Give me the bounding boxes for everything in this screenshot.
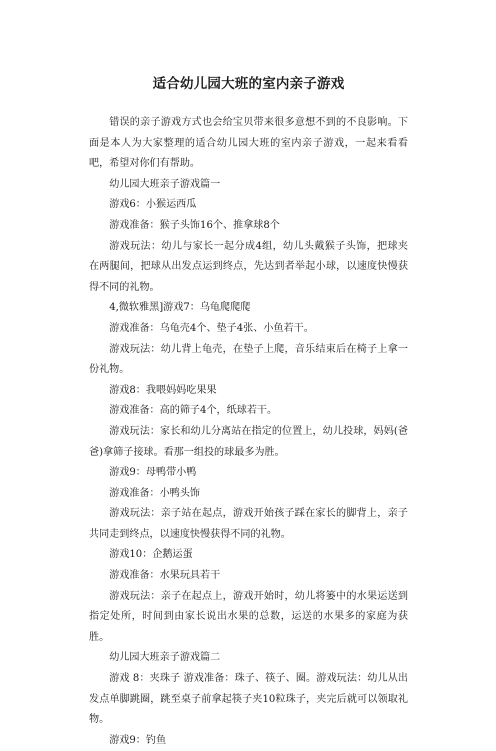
game-preparation: 游戏准备：猴子头饰16个、推拿球8个 [109, 219, 280, 231]
paragraph: 错误的亲子游戏方式也会给宝贝带来很多意想不到的不良影响。下面是本人为大家整理的适合幼儿园大班的室内亲子游戏，一起来看看吧，希望对你们有帮助。 [89, 117, 408, 170]
game-preparation: 游戏准备：小鸭头饰 [109, 487, 201, 499]
game-rules: 游戏玩法：幼儿与家长一起分成4组，幼儿头戴猴子头饰，把球夹在两腿间，把球从出发点运到终点，先达到者举起小球，以速度快慢获得不同的礼物。 [89, 240, 408, 293]
section-heading: 幼儿园大班亲子游戏篇一 [109, 178, 221, 190]
game-preparation: 游戏准备：水果玩具若干 [109, 570, 221, 582]
game-title: 游戏8：我喂妈妈吃果果 [109, 384, 217, 396]
game-rules: 游戏玩法：亲子在起点上，游戏开始时，幼儿将篓中的水果运送到指定处所，时间到由家长说出水果的总数，运送的水果多的家庭为获胜。 [89, 590, 408, 643]
game-rules: 游戏玩法：家长和幼儿分离站在指定的位置上，幼儿投球，妈妈(爸爸)拿筛子接球。看那一组投的球最多为胜。 [89, 425, 408, 458]
game-rules: 游戏玩法：亲子站在起点，游戏开始孩子踩在家长的脚背上，亲子共同走到终点，以速度快慢获得不同的礼物。 [89, 508, 408, 540]
document-title: 适合幼儿园大班的室内亲子游戏 [152, 76, 345, 92]
game-preparation: 游戏准备：乌龟壳4个、垫子4张、小鱼若干。 [109, 322, 314, 334]
game-title: 游戏9：钓鱼 [109, 734, 167, 746]
game-preparation: 游戏准备：高的筛子4个，纸球若干。 [109, 405, 278, 417]
game-rules: 游戏玩法：幼儿背上龟壳，在垫子上爬，音乐结束后在椅子上拿一份礼物。 [89, 343, 408, 376]
game-title: 4,微软雅黑]游戏7：乌龟爬爬爬 [109, 302, 251, 314]
section-heading: 幼儿园大班亲子游戏篇二 [109, 652, 221, 664]
game-title: 游戏10：企鹅运蛋 [109, 549, 193, 561]
game-title: 游戏6：小猴运西瓜 [109, 199, 197, 211]
game-description: 游戏 8：夹珠子 游戏准备：珠子、筷子、圈。游戏玩法：幼儿从出发点单脚跳圈，跳至桌子前拿起筷子夹10粒珠子，夹完后就可以领取礼物。 [89, 673, 408, 726]
document-body [89, 113, 408, 751]
game-title: 游戏9：母鸭带小鸭 [109, 467, 197, 479]
